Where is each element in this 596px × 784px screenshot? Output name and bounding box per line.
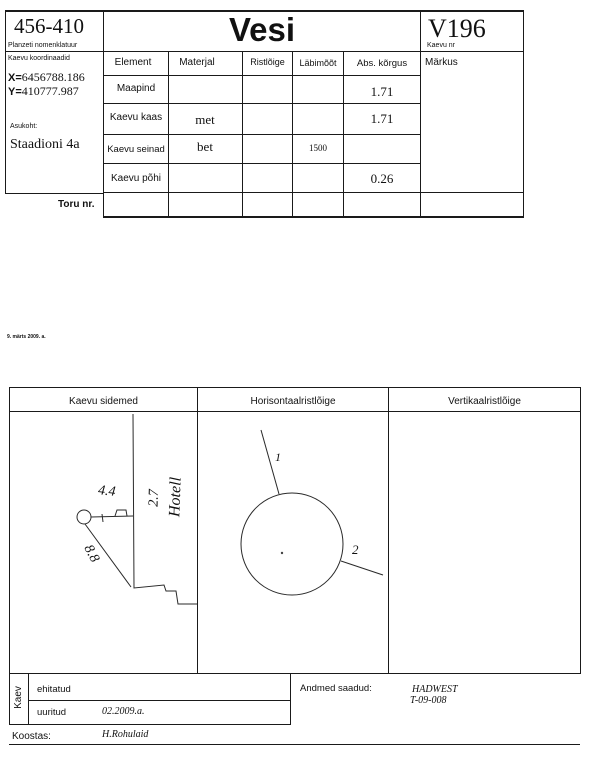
header-element: Element xyxy=(114,57,152,68)
data-from-label: Andmed saadud: xyxy=(300,683,372,694)
row-abs: 1.71 xyxy=(370,111,394,126)
built-label: ehitatud xyxy=(37,684,71,695)
date-note: 9. märts 2009. a. xyxy=(7,334,46,340)
author-label: Koostas: xyxy=(12,731,51,742)
header-material: Materjal xyxy=(179,57,215,68)
header-diameter: Läbimõõt xyxy=(299,58,337,68)
surveyed-value: 02.2009.a. xyxy=(102,706,145,717)
dim-wall-label: 2.7 xyxy=(146,488,163,507)
header-remark: Märkus xyxy=(425,57,458,68)
well-number-caption: Kaevu nr xyxy=(427,42,456,49)
data-from-line2: T-09-008 xyxy=(410,695,447,706)
row-material: met xyxy=(195,112,215,127)
row-element: Kaevu seinad xyxy=(107,144,165,155)
row-material: bet xyxy=(197,139,213,154)
pipe-2-label: 2 xyxy=(352,542,359,557)
row-abs: 0.26 xyxy=(370,171,394,186)
row-element: Maapind xyxy=(116,83,156,94)
row-element: Kaevu kaas xyxy=(109,112,163,123)
header-section: Ristlõige xyxy=(250,57,285,67)
author-value: H.Rohulaid xyxy=(102,729,149,740)
pipe-1-label: 1 xyxy=(275,450,281,464)
row-element: Kaevu põhi xyxy=(110,173,162,184)
footer-side-label: Kaev xyxy=(12,686,24,709)
data-from-line1: HADWEST xyxy=(412,684,458,695)
nomenclature-caption: Planzeti nomenklatuur xyxy=(8,42,78,49)
section-ties: Kaevu sidemed xyxy=(69,396,138,407)
building-label: Hotell xyxy=(166,476,185,518)
row-abs: 1.71 xyxy=(370,84,394,99)
dim-width-label: 4.4 xyxy=(97,483,117,500)
coords-caption: Kaevu koordinaadid xyxy=(8,55,70,62)
dim-diagonal-label: 8.8 xyxy=(80,542,102,566)
section-vertical: Vertikaalristlõige xyxy=(448,396,521,407)
nomenclature: 456-410 xyxy=(14,14,84,38)
row-diameter: 1500 xyxy=(309,143,327,153)
well-number: V196 xyxy=(428,14,486,43)
coord-x-label: X= xyxy=(8,72,22,84)
coord-y-value: 410777.987 xyxy=(21,84,79,98)
coord-y-label: Y= xyxy=(8,86,22,98)
pipe-label: Toru nr. xyxy=(58,199,95,210)
page-title: Vesi xyxy=(228,11,296,48)
location-caption: Asukoht: xyxy=(10,123,38,130)
section-horizontal: Horisontaalristlõige xyxy=(250,396,336,407)
surveyed-label: uuritud xyxy=(37,707,67,718)
coord-x-value: 6456788.186 xyxy=(21,70,85,84)
header-abs-height: Abs. kõrgus xyxy=(356,58,408,69)
location-value: Staadioni 4a xyxy=(10,137,80,152)
